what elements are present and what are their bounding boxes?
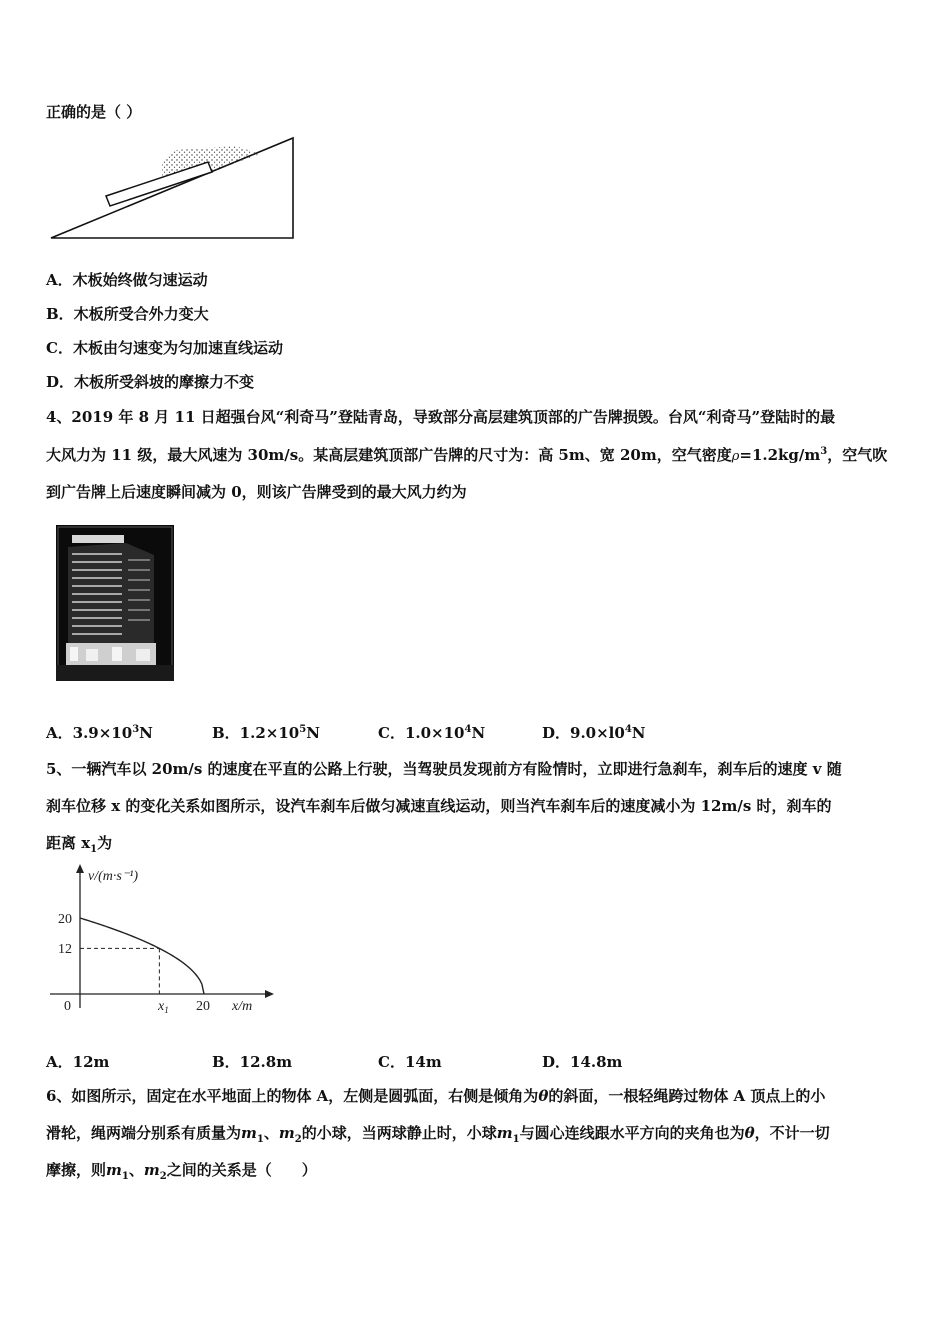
- velocity-position-graph: [46, 862, 286, 1022]
- q6-line-3: 摩擦，则$m_1$、$m_2$之间的关系是（ ）: [46, 1161, 317, 1182]
- q5-option-d: D．14.8m: [542, 1053, 623, 1071]
- tick-y-20: 20: [58, 912, 72, 927]
- q4-option-b: B．$1.2\times 10^5N$: [212, 724, 320, 742]
- q6-line-1: 6、如图所示，固定在水平地面上的物体 A，左侧是圆弧面，右侧是倾角为θ的斜面，一根轻绳跨过物体 A 顶点上的小: [46, 1087, 826, 1105]
- q4-line-2: 大风力为 11 级，最大风速为 30m/s。某高层建筑顶部广告牌的尺寸为：高 5m、宽 20m，空气密度$\rho=1.2kg/m^3$，空气吹: [46, 446, 888, 464]
- q4-option-c: C．$1.0\times 10^4N$: [378, 724, 486, 742]
- building-photo: [56, 525, 174, 681]
- q5-option-a: A．12m: [46, 1053, 110, 1071]
- x-axis-label: x/m: [232, 999, 253, 1014]
- tick-x-20: 20: [196, 999, 210, 1014]
- q6-line-2: 滑轮，绳两端分别系有质量为$m_1$、$m_2$的小球，当两球静止时，小球$m_1$与圆心连线跟水平方向的夹角也为θ，不计一切: [46, 1124, 830, 1145]
- wooden-board: [106, 162, 212, 206]
- q3-option-d: D．木板所受斜坡的摩擦力不变: [46, 373, 255, 391]
- y-axis-arrow: [76, 864, 84, 873]
- q4-option-a: A．$3.9\times 10^3N$: [46, 724, 153, 742]
- v-x-curve: [80, 918, 204, 994]
- tick-x-1: $x_1$: [158, 999, 169, 1015]
- q5-option-c: C．14m: [378, 1053, 442, 1071]
- q3-option-c: C．木板由匀速变为匀加速直线运动: [46, 339, 283, 357]
- q5-line-3: 距离 $x_1$为: [46, 834, 113, 855]
- q4-line-3: 到广告牌上后速度瞬间减为 0，则该广告牌受到的最大风力约为: [46, 483, 467, 501]
- y-axis-label: v/(m·s⁻¹): [88, 869, 139, 884]
- q5-line-2: 刹车位移 x 的变化关系如图所示，设汽车刹车后做匀减速直线运动，则当汽车刹车后的速度减小为 12m/s 时，刹车的: [46, 797, 832, 815]
- q3-option-a: A．木板始终做匀速运动: [46, 271, 208, 289]
- tick-y-12: 12: [58, 942, 72, 957]
- incline-figure: [46, 134, 298, 242]
- q4-option-d: D．$9.0\times l0^4N$: [542, 724, 646, 742]
- rho-symbol: ρ: [731, 449, 740, 464]
- q5-option-b: B．12.8m: [212, 1053, 293, 1071]
- q3-stem-tail: 正确的是（ ）: [46, 103, 142, 121]
- q4-line-1: 4、2019 年 8 月 11 日超强台风“利奇马”登陆青岛，导致部分高层建筑顶部的广告牌损毁。台风“利奇马”登陆时的最: [46, 408, 836, 426]
- q3-option-b: B．木板所受合外力变大: [46, 305, 209, 323]
- tick-origin: 0: [64, 999, 71, 1014]
- q5-line-1: 5、一辆汽车以 20m/s 的速度在平直的公路上行驶，当驾驶员发现前方有险情时，立即进行急刹车，刹车后的速度 v 随: [46, 760, 842, 778]
- x-axis-arrow: [265, 990, 274, 998]
